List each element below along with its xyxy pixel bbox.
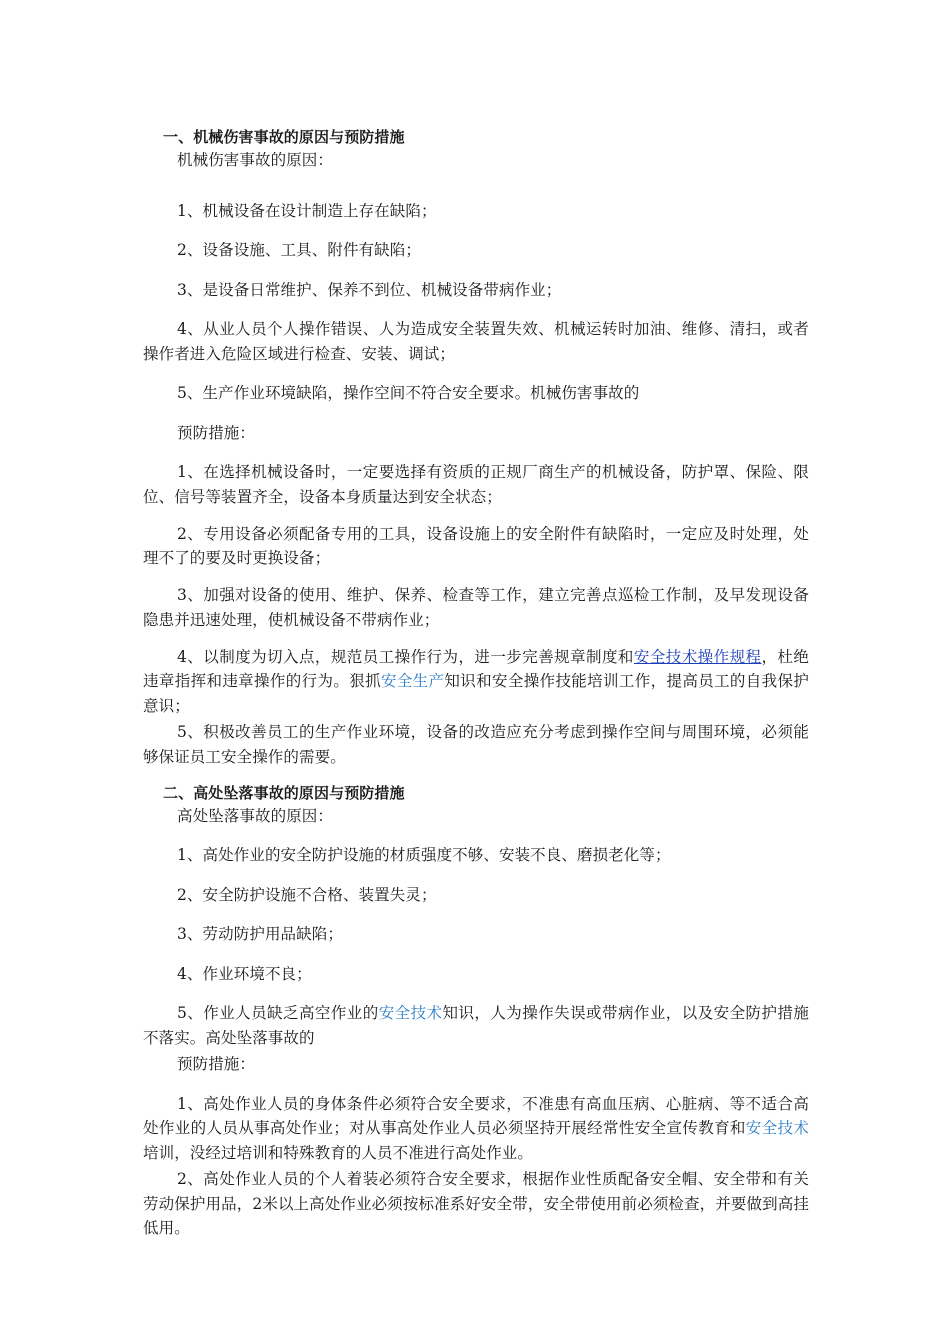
s2-measure-1	[143, 1092, 809, 1166]
s1-measure-1: 1、在选择机械设备时，一定要选择有资质的正规厂商生产的机械设备，防护罩、保险、限位、信号等装置齐全，设备本身质量达到安全状态；	[143, 463, 809, 506]
s2-measure-2: 2、高处作业人员的个人着装必须符合安全要求，根据作业性质配备安全帽、安全带和有关劳动保护用品，2米以上高处作业必须按标准系好安全带，安全带使用前必须检查，并要做到高挂低用。	[143, 1170, 809, 1237]
safety-operation-rules-link[interactable]: 安全技术操作规程	[633, 647, 762, 666]
s1-cause-1: 1、机械设备在设计制造上存在缺陷；	[177, 201, 437, 220]
s1-measure-4-text-a: 4、以制度为切入点，规范员工操作行为，进一步完善规章制度和	[177, 647, 634, 666]
s1-causes-label: 机械伤害事故的原因：	[177, 151, 334, 169]
s2-causes-label: 高处坠落事故的原因：	[177, 806, 334, 825]
s1-measures-label: 预防措施：	[177, 423, 256, 442]
s2-cause-5	[143, 1001, 809, 1050]
s2-cause-3: 3、劳动防护用品缺陷；	[177, 925, 343, 943]
section-1-heading: 一、机械伤害事故的原因与预防措施	[163, 128, 405, 146]
s1-cause-2: 2、设备设施、工具、附件有缺陷；	[177, 241, 421, 259]
s1-measure-2: 2、专用设备必须配备专用的工具，设备设施上的安全附件有缺陷时，一定应及时处理，处理不了的要及时更换设备；	[143, 524, 809, 567]
s1-measure-4-text-c: 知识和安全操作技能培训工作，提高员工的自我保护意识；	[143, 672, 809, 715]
s2-cause-2: 2、安全防护设施不合格、装置失灵；	[177, 885, 437, 904]
s2-measure-1-text-a: 1、高处作业人员的身体条件必须符合安全要求，不准患有高血压病、心脏病、等不适合高处作业的人员从事高处作业；对从事高处作业人员必须坚持开展经常性安全宣传教育和	[143, 1094, 809, 1137]
document-body	[143, 126, 809, 1241]
s2-cause-1: 1、高处作业的安全防护设施的材质强度不够、安装不良、磨损老化等；	[177, 846, 671, 864]
s1-cause-4: 4、从业人员个人操作错误、人为造成安全装置失效、机械运转时加油、维修、清扫，或者操作者进入危险区域进行检查、安装、调试；	[143, 320, 809, 363]
s1-measure-4-text-b: ，杜绝违章指挥和违章操作的行为。狠抓	[143, 647, 809, 690]
s2-cause-5-text-b: 知识，人为操作失误或带病作业，以及安全防护措施不落实。高处坠落事故的	[143, 1004, 809, 1047]
section-2-heading: 二、高处坠落事故的原因与预防措施	[163, 783, 405, 802]
s1-measure-5: 5、积极改善员工的生产作业环境，设备的改造应充分考虑到操作空间与周围环境，必须能够保证员工安全操作的需要。	[143, 723, 809, 766]
s1-cause-3: 3、是设备日常维护、保养不到位、机械设备带病作业；	[177, 280, 562, 299]
safety-technology-training-keyword[interactable]: 安全技术	[745, 1119, 809, 1137]
s2-measures-label: 预防措施：	[177, 1055, 256, 1073]
s2-cause-4: 4、作业环境不良；	[177, 964, 312, 983]
s1-measure-4	[143, 645, 809, 719]
safety-production-keyword[interactable]: 安全生产	[380, 672, 445, 690]
s2-measure-1-text-b: 培训，没经过培训和特殊教育的人员不准进行高处作业。	[143, 1143, 534, 1162]
s1-cause-5: 5、生产作业环境缺陷，操作空间不符合安全要求。机械伤害事故的	[177, 384, 640, 402]
s2-cause-5-text-a: 5、作业人员缺乏高空作业的	[177, 1004, 379, 1022]
safety-technology-keyword[interactable]: 安全技术	[378, 1004, 443, 1022]
s1-measure-3: 3、加强对设备的使用、维护、保养、检查等工作，建立完善点巡检工作制，及早发现设备隐患并迅速处理，使机械设备不带病作业；	[143, 586, 809, 629]
